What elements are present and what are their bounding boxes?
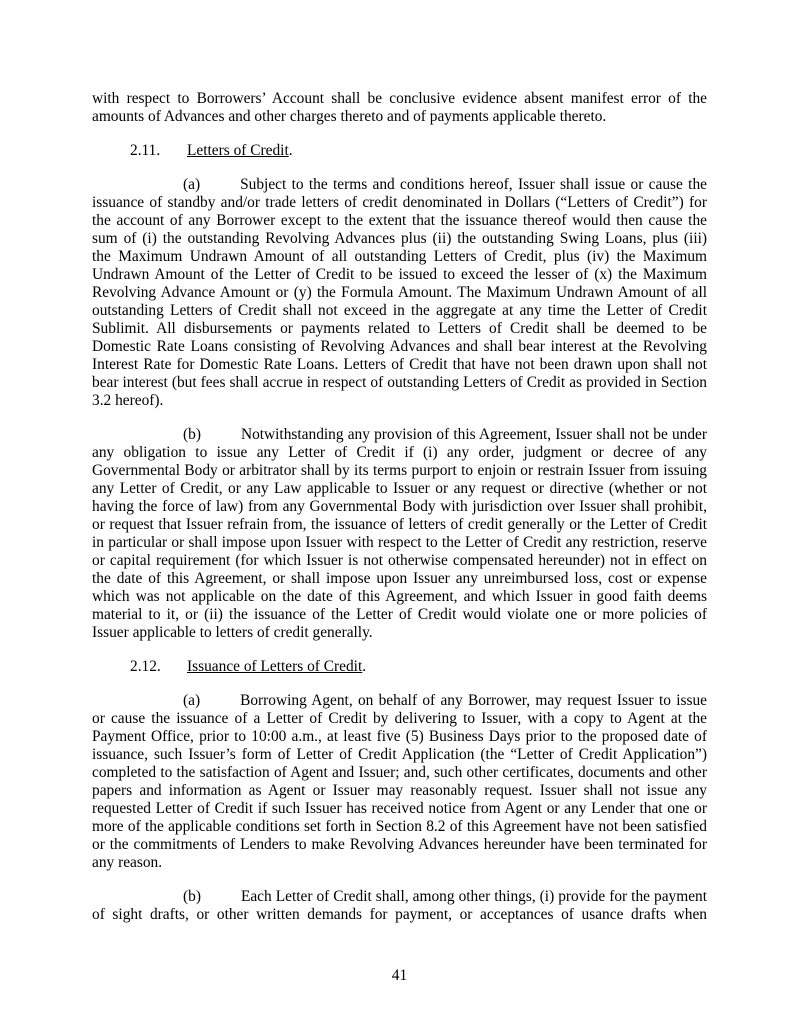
text-line: sum of (i) the outstanding Revolving Advances plus (ii) the outstanding Swing Loans, plus (iii) — [92, 230, 707, 247]
text-line: which was not applicable on the date of this Agreement, and which Issuer in good faith deems — [92, 588, 707, 605]
section-2-12-heading — [92, 658, 707, 676]
text-line: Sublimit. All disbursements or payments related to Letters of Credit shall be deemed to be — [92, 320, 707, 337]
text-line: the account of any Borrower except to the extent that the issuance thereof would then cause the — [92, 212, 707, 229]
text-line: Governmental Body or arbitrator shall by its terms purport to enjoin or restrain Issuer from issuing — [92, 462, 707, 479]
paragraph-label: (b) — [183, 888, 201, 905]
text-line: Revolving Advance Amount or (y) the Formula Amount. The Maximum Undrawn Amount of all — [92, 284, 707, 301]
text-line: or the commitments of Lenders to make Revolving Advances hereunder have been terminated for — [92, 836, 707, 853]
section-2-11-paragraph-b — [92, 426, 707, 642]
text-line: Undrawn Amount of the Letter of Credit to be issued to exceed the lesser of (x) the Maximum — [92, 266, 707, 283]
text-line: or request that Issuer refrain from, the issuance of letters of credit generally or the Letter of Credit — [92, 516, 707, 533]
text-line: any Letter of Credit, or any Law applicable to Issuer or any request or directive (whether or not — [92, 480, 707, 497]
text-line: of sight drafts, or other written demands for payment, or acceptances of usance drafts when — [92, 906, 707, 923]
section-2-11-heading — [92, 142, 707, 160]
paragraph-label: (a) — [183, 176, 201, 193]
text-line: (a) Borrowing Agent, on behalf of any Borrower, may request Issuer to issue — [183, 692, 707, 709]
text-line: (b) Notwithstanding any provision of this Agreement, Issuer shall not be under — [183, 426, 707, 443]
text-line: Payment Office, prior to 10:00 a.m., at least five (5) Business Days prior to the proposed date of — [92, 728, 707, 745]
intro-paragraph — [92, 90, 707, 126]
text-line: material to it, or (ii) the issuance of the Letter of Credit would violate one or more policies of — [92, 606, 707, 623]
section-2-12-paragraph-b — [92, 888, 707, 924]
section-title-period: . — [288, 142, 293, 159]
section-title-period: . — [362, 658, 367, 675]
text-line: outstanding Letters of Credit shall not exceed in the aggregate at any time the Letter of Credit — [92, 302, 707, 319]
text-line: with respect to Borrowers’ Account shall be conclusive evidence absent manifest error of the — [92, 90, 707, 107]
text-line: bear interest (but fees shall accrue in respect of outstanding Letters of Credit as provided in Section — [92, 374, 707, 391]
text-line: Issuer applicable to letters of credit generally. — [92, 624, 373, 641]
text-line: issuance, such Issuer’s form of Letter of Credit Application (the “Letter of Credit Application”) — [92, 746, 707, 763]
text-line: papers and information as Agent or Issuer may reasonably request. Issuer shall not issue any — [92, 782, 707, 799]
section-2-11-paragraph-a — [92, 176, 707, 410]
text-line: the Maximum Undrawn Amount of all outstanding Letters of Credit, plus (iv) the Maximum — [92, 248, 707, 265]
text-line: amounts of Advances and other charges thereto and of payments applicable thereto. — [92, 108, 607, 125]
page-number: 41 — [391, 967, 408, 984]
text-line: (a) Subject to the terms and conditions hereof, Issuer shall issue or cause the — [183, 176, 707, 193]
document-body — [92, 90, 707, 940]
section-number: 2.11. — [130, 142, 161, 159]
section-title: Letters of Credit — [187, 142, 289, 159]
paragraph-label: (a) — [183, 692, 201, 709]
text-line: (b) Each Letter of Credit shall, among other things, (i) provide for the payment — [183, 888, 707, 905]
section-2-12-paragraph-a — [92, 692, 707, 872]
text-line: the date of this Agreement, or shall impose upon Issuer any unreimbursed loss, cost or expense — [92, 570, 707, 587]
text-line: any reason. — [92, 854, 163, 871]
text-line: Domestic Rate Loans consisting of Revolving Advances and shall bear interest at the Revolving — [92, 338, 707, 355]
text-line: any obligation to issue any Letter of Credit if (i) any order, judgment or decree of any — [92, 444, 707, 461]
text-line: more of the applicable conditions set forth in Section 8.2 of this Agreement have not been satisfied — [92, 818, 707, 835]
text-line: 3.2 hereof). — [92, 392, 164, 409]
text-line: in particular or shall impose upon Issuer with respect to the Letter of Credit any restriction, reserve — [92, 534, 707, 551]
text-line: having the force of law) from any Governmental Body with jurisdiction over Issuer shall prohibit, — [92, 498, 707, 515]
paragraph-label: (b) — [183, 426, 201, 443]
text-line: or cause the issuance of a Letter of Credit by delivering to Issuer, with a copy to Agent at the — [92, 710, 707, 727]
text-line: or capital requirement (for which Issuer is not otherwise compensated hereunder) not in effect on — [92, 552, 707, 569]
text-line: issuance of standby and/or trade letters of credit denominated in Dollars (“Letters of Credit”) for — [92, 194, 707, 211]
text-line: Interest Rate for Domestic Rate Loans. Letters of Credit that have not been drawn upon shall not — [92, 356, 707, 373]
section-title: Issuance of Letters of Credit — [187, 658, 363, 675]
text-line: requested Letter of Credit if such Issuer has received notice from Agent or any Lender that one or — [92, 800, 707, 817]
text-line: completed to the satisfaction of Agent and Issuer; and, such other certificates, documents and other — [92, 764, 707, 781]
section-number: 2.12. — [130, 658, 161, 675]
